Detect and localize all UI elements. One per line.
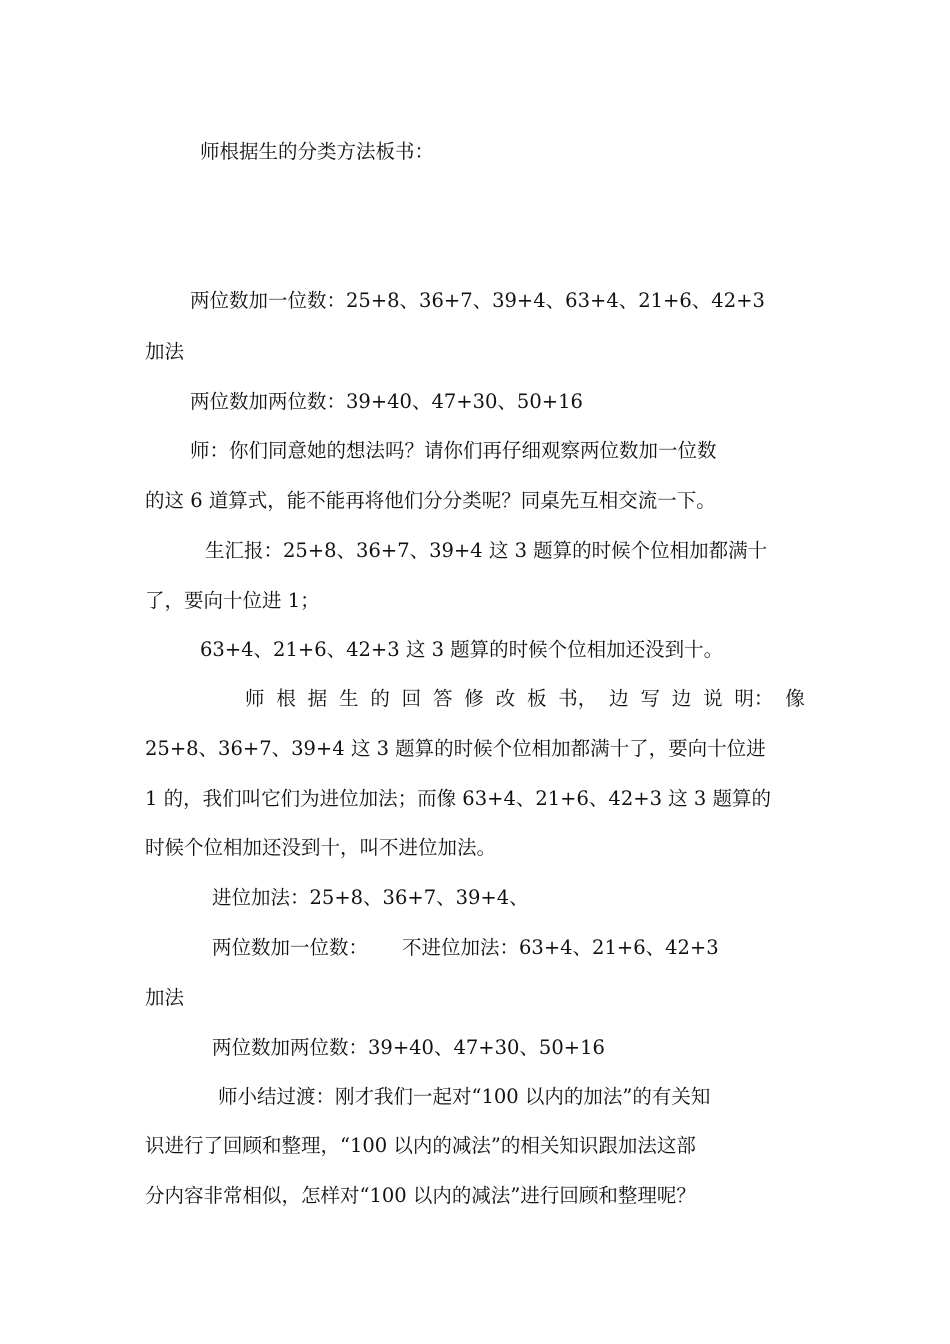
char: 的 bbox=[370, 687, 390, 710]
char: 答 bbox=[432, 687, 453, 710]
char: 写 bbox=[640, 687, 660, 710]
paragraph-summary-1: 师小结过渡：刚才我们一起对“100 以内的加法”的有关知 bbox=[218, 1085, 711, 1108]
paragraph-student-report-3: 63+4、21+6、42+3 这 3 题算的时候个位相加还没到十。 bbox=[200, 638, 724, 661]
char: 回 bbox=[401, 687, 422, 710]
paragraph-summary-2: 识进行了回顾和整理，“100 以内的减法”的相关知识跟加法这部 bbox=[145, 1134, 696, 1157]
board-row-two-plus-two: 两位数加两位数：39+40、47+30、50+16 bbox=[190, 390, 583, 413]
char: 边 bbox=[671, 687, 692, 710]
paragraph-teacher-revision-3: 1 的，我们叫它们为进位加法；而像 63+4、21+6、42+3 这 3 题算的 bbox=[145, 787, 771, 810]
paragraph-student-report-2: 了，要向十位进 1； bbox=[145, 589, 320, 612]
char: 边 bbox=[609, 687, 629, 710]
char: 书， bbox=[558, 687, 598, 710]
paragraph-summary-3: 分内容非常相似，怎样对“100 以内的减法”进行回顾和整理呢？ bbox=[145, 1184, 696, 1207]
char: 像 bbox=[785, 687, 805, 710]
char: 师 bbox=[245, 687, 265, 710]
paragraph-teacher-revision-4: 时候个位相加还没到十，叫不进位加法。 bbox=[145, 836, 497, 859]
paragraph-board-intro: 师根据生的分类方法板书： bbox=[200, 140, 435, 163]
board-row-two-plus-two-2: 两位数加两位数：39+40、47+30、50+16 bbox=[212, 1036, 605, 1059]
board-label-two-plus-one: 两位数加一位数： bbox=[212, 936, 369, 959]
paragraph-teacher-revision-2: 25+8、36+7、39+4 这 3 题算的时候个位相加都满十了，要向十位进 bbox=[145, 737, 766, 760]
char: 说 bbox=[703, 687, 723, 710]
board-row-no-carry-addition: 不进位加法：63+4、21+6、42+3 bbox=[402, 936, 719, 959]
paragraph-teacher-revision-1 bbox=[245, 686, 805, 712]
paragraph-teacher-question-2: 的这 6 道算式，能不能再将他们分分类呢？同桌先互相交流一下。 bbox=[145, 489, 716, 512]
board-label-addition: 加法 bbox=[145, 340, 185, 363]
paragraph-student-report-1: 生汇报：25+8、36+7、39+4 这 3 题算的时候个位相加都满十 bbox=[205, 539, 768, 562]
char: 根 bbox=[276, 687, 296, 710]
char: 据 bbox=[307, 687, 328, 710]
board-row-carry-addition: 进位加法：25+8、36+7、39+4、 bbox=[212, 886, 529, 909]
char: 明： bbox=[734, 687, 774, 710]
board-row-two-plus-one: 两位数加一位数：25+8、36+7、39+4、63+4、21+6、42+3 bbox=[190, 289, 765, 312]
char: 生 bbox=[338, 687, 359, 710]
paragraph-teacher-question-1: 师：你们同意她的想法吗？请你们再仔细观察两位数加一位数 bbox=[190, 439, 717, 462]
char: 板 bbox=[526, 687, 547, 710]
board-label-addition-2: 加法 bbox=[145, 986, 185, 1009]
char: 修 bbox=[464, 687, 484, 710]
char: 改 bbox=[495, 687, 516, 710]
